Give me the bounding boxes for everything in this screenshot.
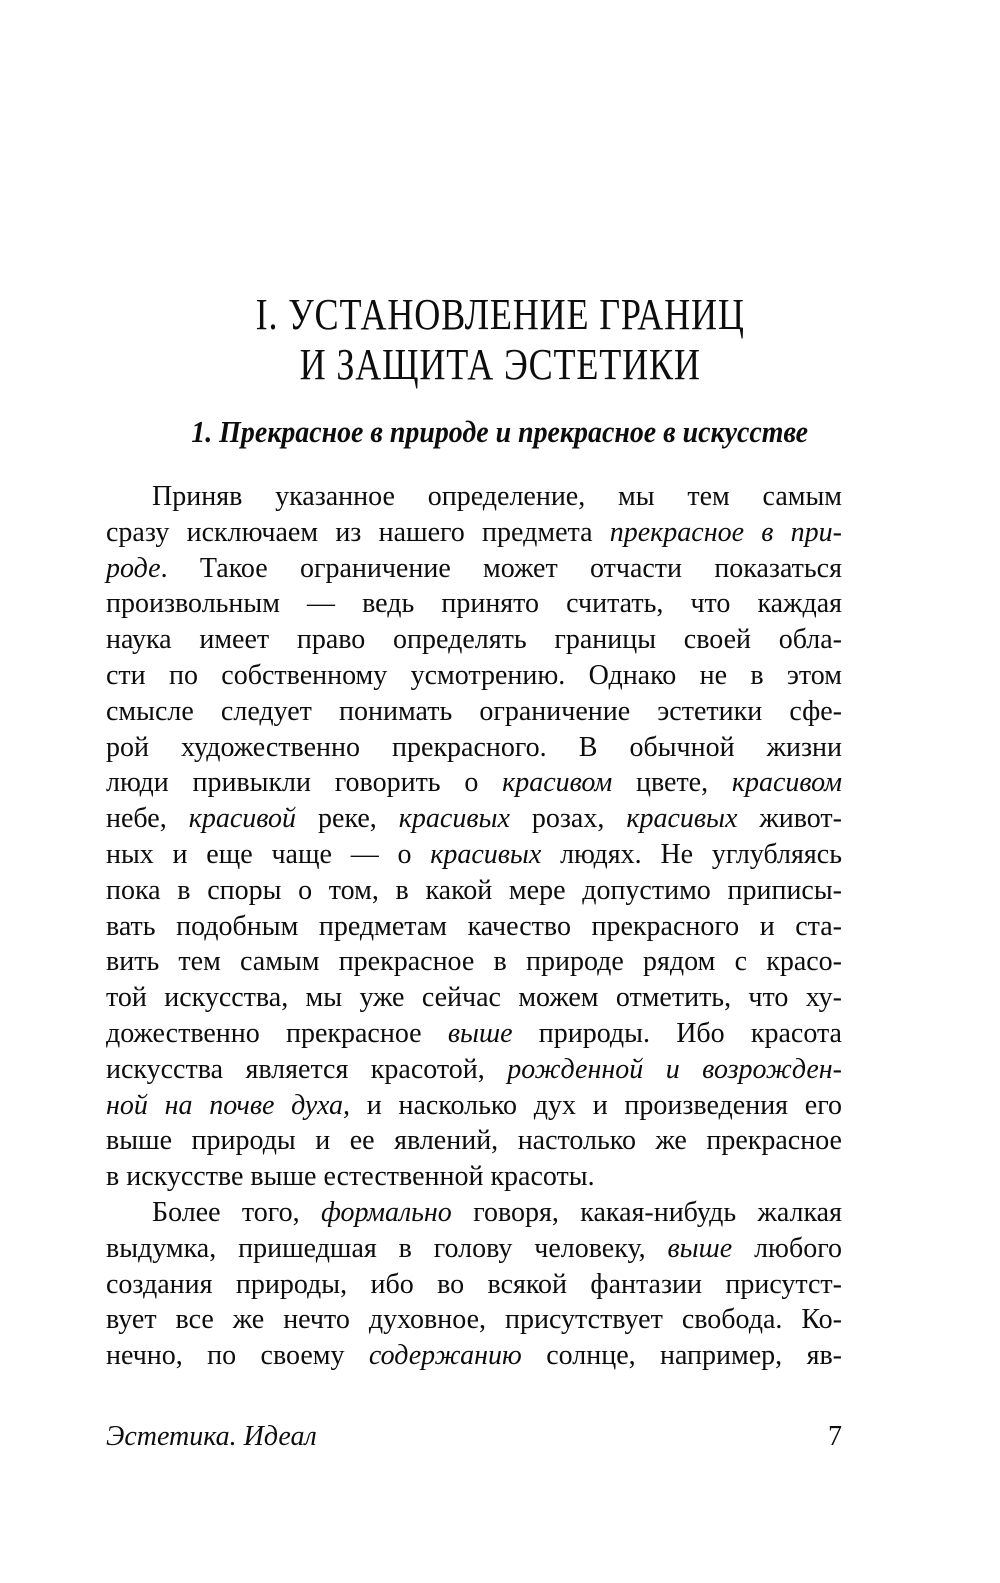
body-italic-segment: рожденной и возрожден-: [507, 1053, 842, 1085]
body-line: [106, 1302, 842, 1338]
body-line: [106, 515, 842, 551]
chapter-heading-line1: I. УСТАНОВЛЕНИЕ ГРАНИЦ: [255, 290, 745, 339]
section-heading: [0, 414, 1000, 450]
body-line: [106, 1159, 842, 1195]
body-segment: Более того,: [152, 1196, 321, 1228]
body-segment: рой художественно прекрасного. В обычной жизни: [106, 731, 842, 763]
body-segment: сразу исключаем из нашего предмета: [106, 516, 610, 548]
body-segment: нечно, по своему: [106, 1340, 369, 1372]
chapter-heading-line2: И ЗАЩИТА ЭСТЕТИКИ: [299, 340, 701, 389]
body-segment: небе,: [106, 803, 189, 835]
body-line: [106, 1195, 842, 1231]
body-italic-segment: прекрасное в при-: [609, 516, 842, 548]
body-segment: той искусства, мы уже сейчас можем отметить, что ху-: [106, 982, 842, 1014]
page-footer: [106, 1421, 842, 1453]
body-line: [106, 1088, 842, 1124]
body-segment: и насколько дух и произведения его: [350, 1089, 842, 1121]
body-line: [106, 801, 842, 837]
section-heading-text: 1. Прекрасное в природе и прекрасное в искусстве: [191, 414, 809, 449]
body-italic-segment: роде: [106, 552, 161, 584]
body-segment: в искусстве выше естественной красоты.: [106, 1161, 595, 1193]
body-segment: смысле следует понимать ограничение эстетики сфе-: [106, 695, 842, 727]
body-line: [106, 909, 842, 945]
body-segment: создания природы, ибо во всякой фантазии присутст-: [106, 1268, 842, 1300]
body-italic-segment: ной на почве духа,: [106, 1089, 351, 1121]
body-line: [106, 1052, 842, 1088]
body-line: [106, 622, 842, 658]
body-line: [106, 873, 842, 909]
body-italic-segment: красивом: [731, 767, 842, 799]
body-italic-segment: выше: [447, 1017, 513, 1049]
body-segment: дожественно прекрасное: [106, 1017, 448, 1049]
body-segment: цвете,: [612, 767, 732, 799]
body-line: [106, 658, 842, 694]
body-line: [106, 837, 842, 873]
running-title: Эстетика. Идеал: [106, 1421, 317, 1452]
body-segment: людях. Не углубляясь: [541, 838, 842, 870]
body-segment: выше природы и ее явлений, настолько же прекрасное: [106, 1125, 842, 1157]
body-line: [106, 1016, 842, 1052]
body-line: [106, 980, 842, 1016]
body-line: [106, 586, 842, 622]
body-italic-segment: формально: [320, 1196, 452, 1228]
page-number: 7: [828, 1421, 842, 1452]
body-italic-segment: красивых: [398, 803, 510, 835]
body-line: [106, 1231, 842, 1267]
body-italic-segment: выше: [667, 1232, 733, 1264]
body-segment: реке,: [296, 803, 399, 835]
body-line: [106, 1267, 842, 1303]
body-italic-segment: красивой: [188, 803, 297, 835]
body-line: [106, 765, 842, 801]
body-segment: выдумка, пришедшая в голову человеку,: [106, 1232, 668, 1264]
body-segment: любого: [732, 1232, 842, 1264]
body-line: [106, 1123, 842, 1159]
body-segment: живот-: [737, 803, 842, 835]
body-segment: природы. Ибо красота: [512, 1017, 842, 1049]
body-italic-segment: красивых: [430, 838, 542, 870]
body-segment: . Такое ограничение может отчасти показаться: [160, 552, 842, 584]
body-line: [106, 479, 842, 515]
body-segment: Приняв указанное определение, мы тем самым: [152, 481, 842, 512]
body-text: [106, 479, 842, 1374]
body-segment: вует все же нечто духовное, присутствует свобода. Ко-: [106, 1304, 842, 1336]
body-segment: пока в споры о том, в какой мере допустимо приписы-: [106, 874, 842, 906]
body-segment: ных и еще чаще — о: [106, 838, 431, 870]
body-line: [106, 944, 842, 980]
body-line: [106, 730, 842, 766]
body-italic-segment: содержанию: [368, 1340, 522, 1372]
chapter-heading-text: [255, 290, 744, 390]
body-segment: говоря, какая-нибудь жалкая: [451, 1196, 842, 1228]
body-italic-segment: красивом: [502, 767, 613, 799]
body-segment: сти по собственному усмотрению. Однако не в этом: [106, 659, 842, 691]
body-segment: вить тем самым прекрасное в природе рядом с красо-: [106, 946, 842, 978]
body-segment: наука имеет право определять границы своей обла-: [106, 624, 842, 656]
body-italic-segment: красивых: [626, 803, 738, 835]
body-segment: люди привыкли говорить о: [106, 767, 503, 799]
body-segment: розах,: [509, 803, 627, 835]
body-segment: солнце, например, яв-: [521, 1340, 842, 1372]
body-segment: вать подобным предметам качество прекрасного и ста-: [106, 910, 842, 942]
body-line: [106, 694, 842, 730]
body-segment: произвольным — ведь принято считать, что каждая: [106, 588, 842, 620]
body-segment: искусства является красотой,: [106, 1053, 508, 1085]
body-line: [106, 551, 842, 587]
body-line: [106, 1338, 842, 1374]
chapter-heading: [0, 290, 1000, 390]
